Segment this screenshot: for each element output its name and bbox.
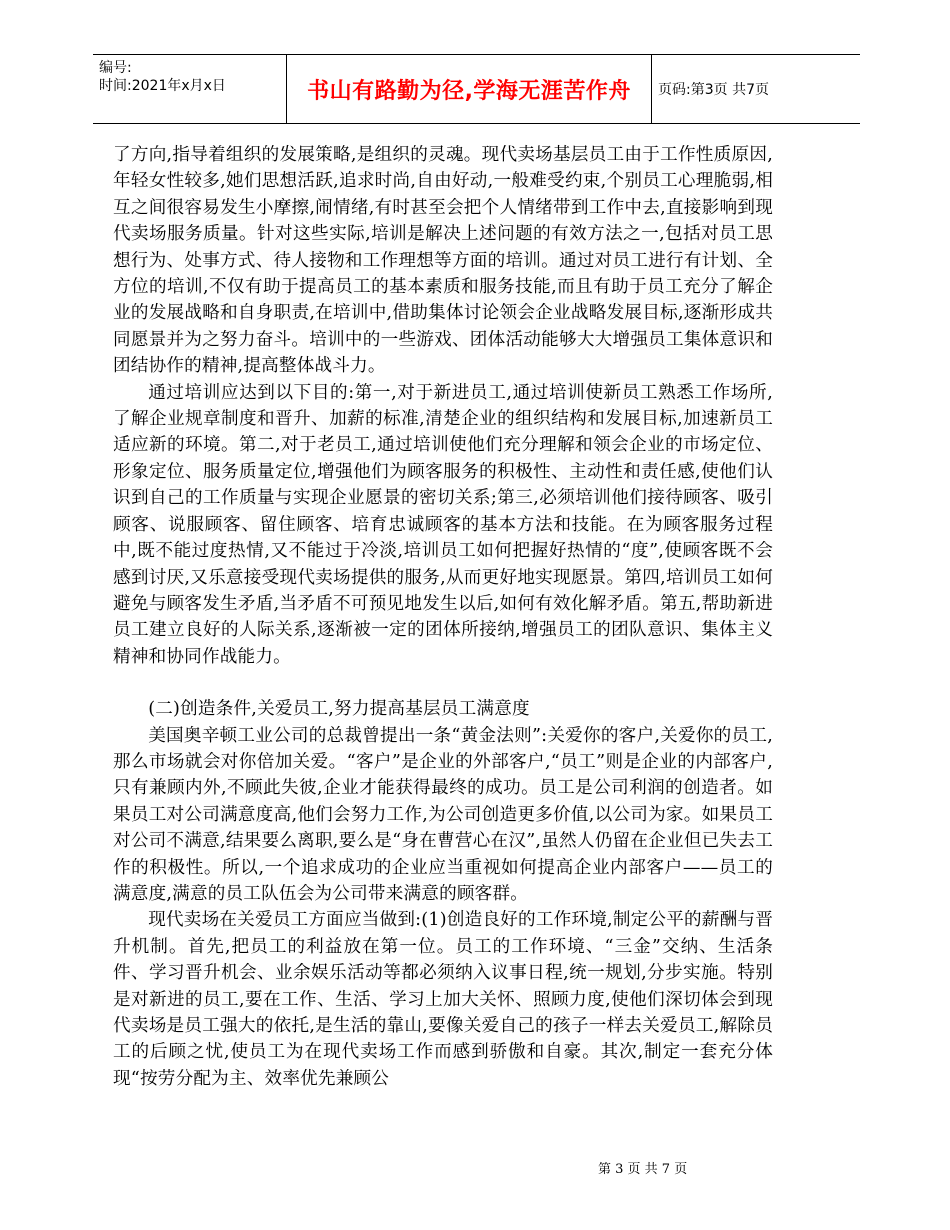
page-footer: 第 3 页 共 7 页 bbox=[598, 1162, 688, 1177]
header-motto: 书山有路勤为径,学海无涯苦作舟 bbox=[286, 55, 652, 123]
header-meta bbox=[99, 59, 279, 95]
header-page-info: 页码:第3页 共7页 bbox=[658, 82, 769, 98]
document-body bbox=[113, 142, 773, 1092]
document-time-label: 时间:2021年x月x日 bbox=[99, 78, 226, 94]
body-paragraph: 了方向,指导着组织的发展策略,是组织的灵魂。现代卖场基层员工由于工作性质原因,年轻女性较多,她们思想活跃,追求时尚,自由好动,一般难受约束,个别员工心理脆弱,相互之间很容易发生小摩擦,闹情绪,有时甚至会把个人情绪带到工作中去,直接影响到现代卖场服务质量。针对这些实际,培训是解决上述问题的有效方法之一,包括对员工思想行为、处事方式、待人接物和工作理想等方面的培训。通过对员工进行有计划、全方位的培训,不仅有助于提高员工的基本素质和服务技能,而且有助于员工充分了解企业的发展战略和自身职责,在培训中,借助集体讨论领会企业战略发展目标,逐渐形成共同愿景并为之努力奋斗。培训中的一些游戏、团体活动能够大大增强员工集体意识和团结协作的精神,提高整体战斗力。 bbox=[113, 145, 773, 377]
document-code-label: 编号: bbox=[99, 60, 132, 76]
section-heading: (二)创造条件,关爱员工,努力提高基层员工满意度 bbox=[148, 699, 530, 720]
body-paragraph: 美国奥辛顿工业公司的总裁曾提出一条“黄金法则”:关爱你的客户,关爱你的员工,那么市场就会对你倍加关爱。“客户”是企业的外部客户,“员工”则是企业的内部客户,只有兼顾内外,不顾此失彼,企业才能获得最终的成功。员工是公司利润的创造者。如果员工对公司满意度高,他们会努力工作,为公司创造更多价值,以公司为家。如果员工对公司不满意,结果要么离职,要么是“身在曹营心在汉”,虽然人仍留在企业但已失去工作的积极性。所以,一个追求成功的企业应当重视如何提高企业内部客户——员工的满意度,满意的员工队伍会为公司带来满意的顾客群。 bbox=[113, 725, 773, 904]
page-header bbox=[93, 54, 860, 124]
body-paragraph: 通过培训应达到以下目的:第一,对于新进员工,通过培训使新员工熟悉工作场所,了解企业规章制度和晋升、加薪的标准,清楚企业的组织结构和发展目标,加速新员工适应新的环境。第二,对于老员工,通过培训使他们充分理解和领会企业的市场定位、形象定位、服务质量定位,增强他们为顾客服务的积极性、主动性和责任感,使他们认识到自己的工作质量与实现企业愿景的密切关系;第三,必须培训他们接待顾客、吸引顾客、说服顾客、留住顾客、培育忠诚顾客的基本方法和技能。在为顾客服务过程中,既不能过度热情,又不能过于冷淡,培训员工如何把握好热情的“度”,使顾客既不会感到讨厌,又乐意接受现代卖场提供的服务,从而更好地实现愿景。第四,培训员工如何避免与顾客发生矛盾,当矛盾不可预见地发生以后,如何有效化解矛盾。第五,帮助新进员工建立良好的人际关系,逐渐被一定的团体所接纳,增强员工的团队意识、集体主义精神和协同作战能力。 bbox=[113, 382, 773, 667]
body-paragraph: 现代卖场在关爱员工方面应当做到:(1)创造良好的工作环境,制定公平的薪酬与晋升机制。首先,把员工的利益放在第一位。员工的工作环境、“三金”交纳、生活条件、学习晋升机会、业余娱乐活动等都必须纳入议事日程,统一规划,分步实施。特别是对新进的员工,要在工作、生活、学习上加大关怀、照顾力度,使他们深切体会到现代卖场是员工强大的依托,是生活的靠山,要像关爱自己的孩子一样去关爱员工,解除员工的后顾之忧,使员工为在现代卖场工作而感到骄傲和自豪。其次,制定一套充分体现“按劳分配为主、效率优先兼顾公 bbox=[113, 910, 773, 1089]
